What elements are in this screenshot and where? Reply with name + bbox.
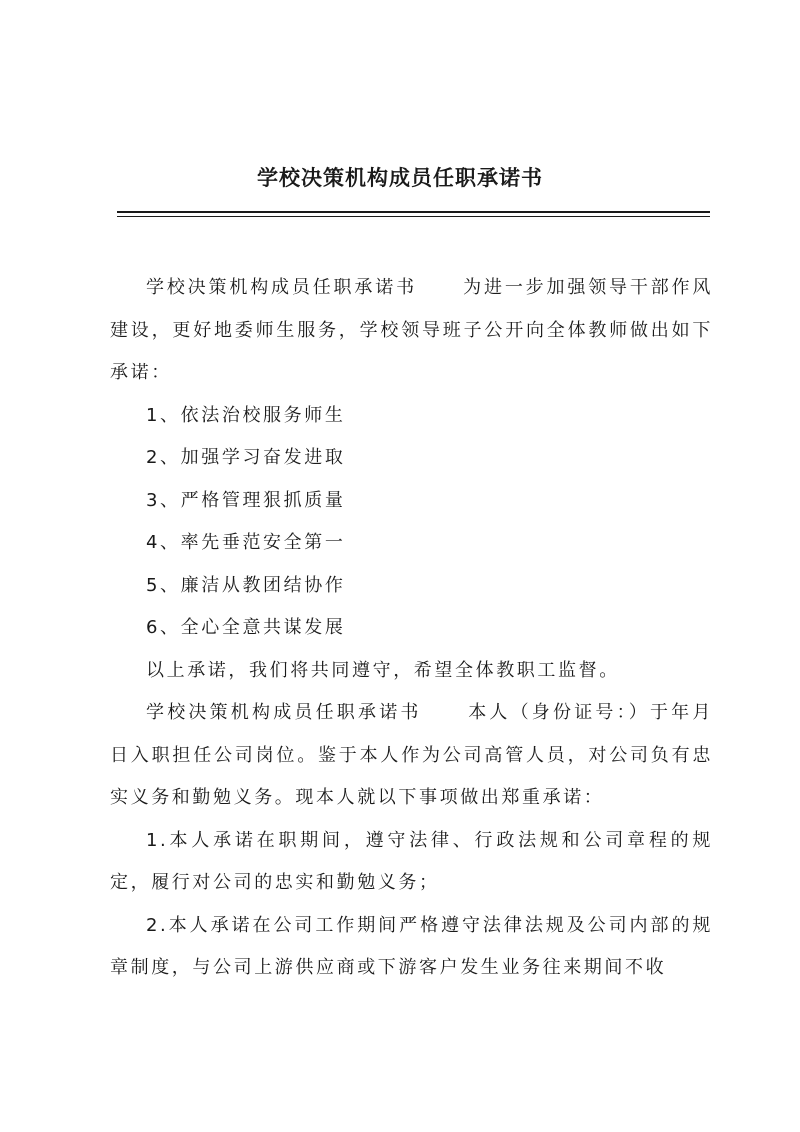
title-divider-thin [117, 216, 710, 217]
promise-item: 6、全心全意共谋发展 [146, 617, 346, 638]
intro-lead: 学校决策机构成员任职承诺书 [146, 277, 417, 298]
commitment-item: 2.本人承诺在公司工作期间严格遵守法律法规及公司内部的规章制度，与公司上游供应商或下游客户发生业务往来期间不收 [110, 914, 713, 978]
document-title: 学校决策机构成员任职承诺书 [257, 165, 543, 190]
intro-paragraph [110, 267, 713, 395]
promise-item: 3、严格管理狠抓质量 [146, 489, 346, 511]
promise-item: 1、依法治校服务师生 [146, 404, 346, 426]
intro-text: 为进一步加强领导干部作风建设，更好地委师生服务，学校领导班子公开向全体教师做出如下承诺： [110, 277, 713, 383]
promise-item: 5、廉洁从教团结协作 [146, 574, 346, 596]
promise-item: 4、率先垂范安全第一 [146, 532, 346, 553]
closing-paragraph: 以上承诺，我们将共同遵守，希望全体教职工监督。 [146, 659, 620, 681]
title-divider-thick [117, 211, 710, 213]
document-body [110, 267, 713, 990]
promise-item: 2、加强学习奋发进取 [146, 447, 346, 468]
second-lead: 学校决策机构成员任职承诺书 [146, 702, 422, 723]
second-paragraph [110, 692, 713, 820]
second-text: 本人（身份证号：）于年月日入职担任公司岗位。鉴于本人作为公司高管人员，对公司负有忠实义务和勤勉义务。现本人就以下事项做出郑重承诺： [110, 702, 713, 808]
commitment-item: 1.本人承诺在职期间，遵守法律、行政法规和公司章程的规定，履行对公司的忠实和勤勉义务； [110, 829, 713, 893]
